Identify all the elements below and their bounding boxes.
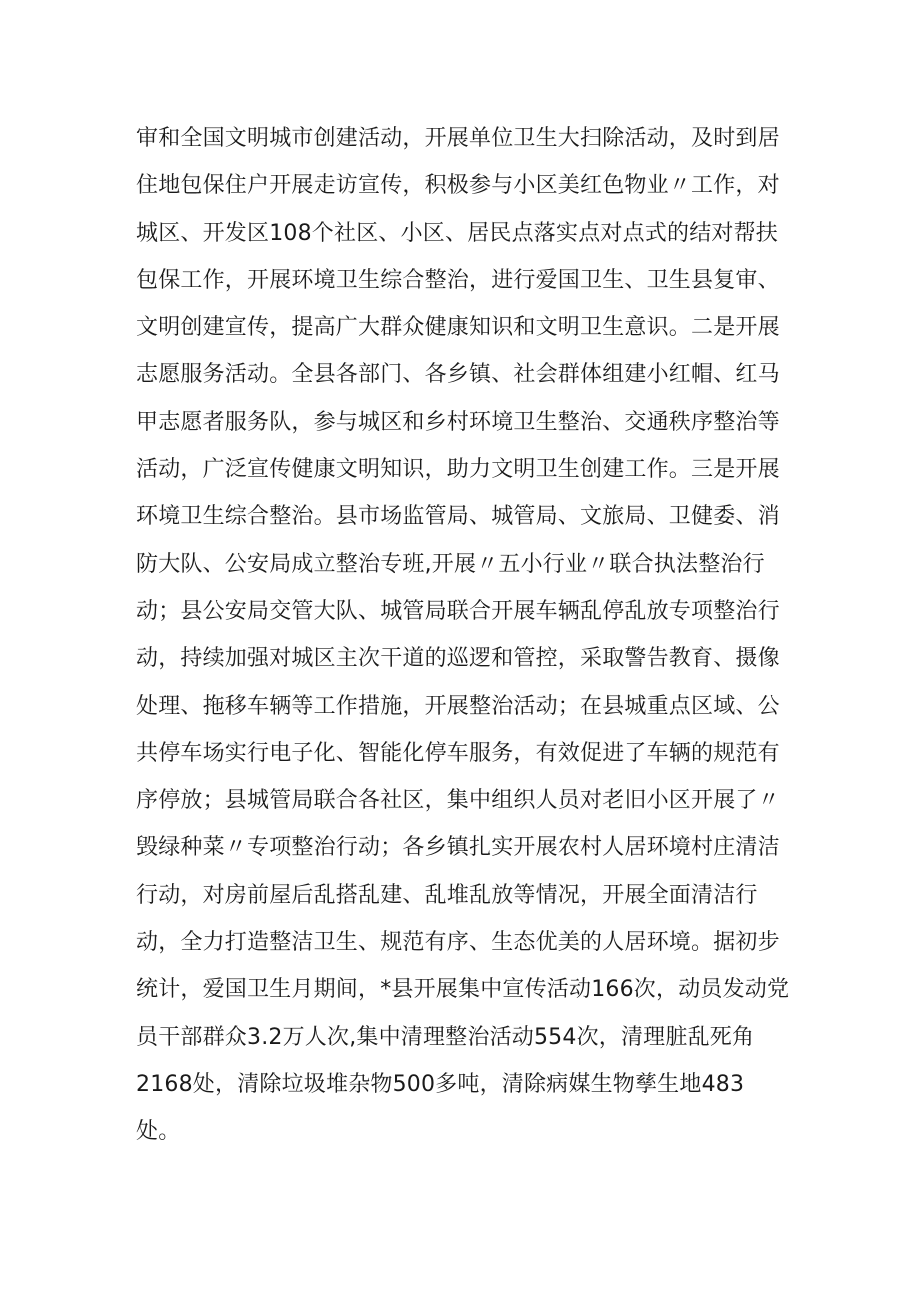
paragraph-line-14: 共停车场实行电子化、智能化停车服务，有效促进了车辆的规范有: [136, 740, 780, 766]
paragraph-line-15: 序停放；县城管局联合各社区，集中组织人员对老旧小区开展了〃: [136, 788, 780, 814]
paragraph-line-10: 防大队、公安局成立整治专班,开展〃五小行业〃联合执法整治行: [136, 551, 765, 577]
paragraph-line-6: 志愿服务活动。全县各部门、各乡镇、社会群体组建小红帽、红马: [136, 362, 780, 388]
paragraph-line-20: 员干部群众3.2万人次,集中清理整治活动554次，清理脏乱死角: [136, 1024, 755, 1050]
paragraph-line-17: 行动，对房前屋后乱搭乱建、乱堆乱放等情况，开展全面清洁行: [136, 882, 758, 908]
paragraph-line-3: 城区、开发区108个社区、小区、居民点落实点对点式的结对帮扶: [136, 220, 778, 246]
body-paragraph: [136, 115, 796, 1156]
paragraph-line-19: 统计，爱国卫生月期间，*县开展集中宣传活动166次，动员发动党: [136, 977, 790, 1003]
paragraph-line-4: 包保工作，开展环境卫生综合整治，进行爱国卫生、卫生县复审、: [136, 267, 780, 293]
paragraph-line-7: 甲志愿者服务队，参与城区和乡村环境卫生整治、交通秩序整治等: [136, 409, 780, 435]
paragraph-line-2: 住地包保住户开展走访宣传，积极参与小区美红色物业〃工作，对: [136, 173, 780, 199]
paragraph-line-8: 活动，广泛宣传健康文明知识，助力文明卫生创建工作。三是开展: [136, 457, 780, 483]
paragraph-line-5: 文明创建宣传，提高广大群众健康知识和文明卫生意识。二是开展: [136, 315, 780, 341]
paragraph-line-21: 2168处，清除垃圾堆杂物500多吨，清除病媒生物孳生地483: [136, 1071, 745, 1097]
paragraph-line-18: 动，全力打造整洁卫生、规范有序、生态优美的人居环境。据初步: [136, 930, 780, 956]
paragraph-line-16: 毁绿种菜〃专项整治行动；各乡镇扎实开展农村人居环境村庄清洁: [136, 835, 780, 861]
paragraph-line-1: 审和全国文明城市创建活动，开展单位卫生大扫除活动，及时到居: [136, 126, 780, 151]
paragraph-line-12: 动，持续加强对城区主次干道的巡逻和管控，采取警告教育、摄像: [136, 646, 780, 672]
paragraph-line-11: 动；县公安局交管大队、城管局联合开展车辆乱停乱放专项整治行: [136, 598, 780, 624]
paragraph-line-22: 处。: [136, 1119, 181, 1145]
paragraph-line-13: 处理、拖移车辆等工作措施，开展整治活动；在县城重点区域、公: [136, 693, 780, 719]
paragraph-line-9: 环境卫生综合整治。县市场监管局、城管局、文旅局、卫健委、消: [136, 504, 780, 530]
